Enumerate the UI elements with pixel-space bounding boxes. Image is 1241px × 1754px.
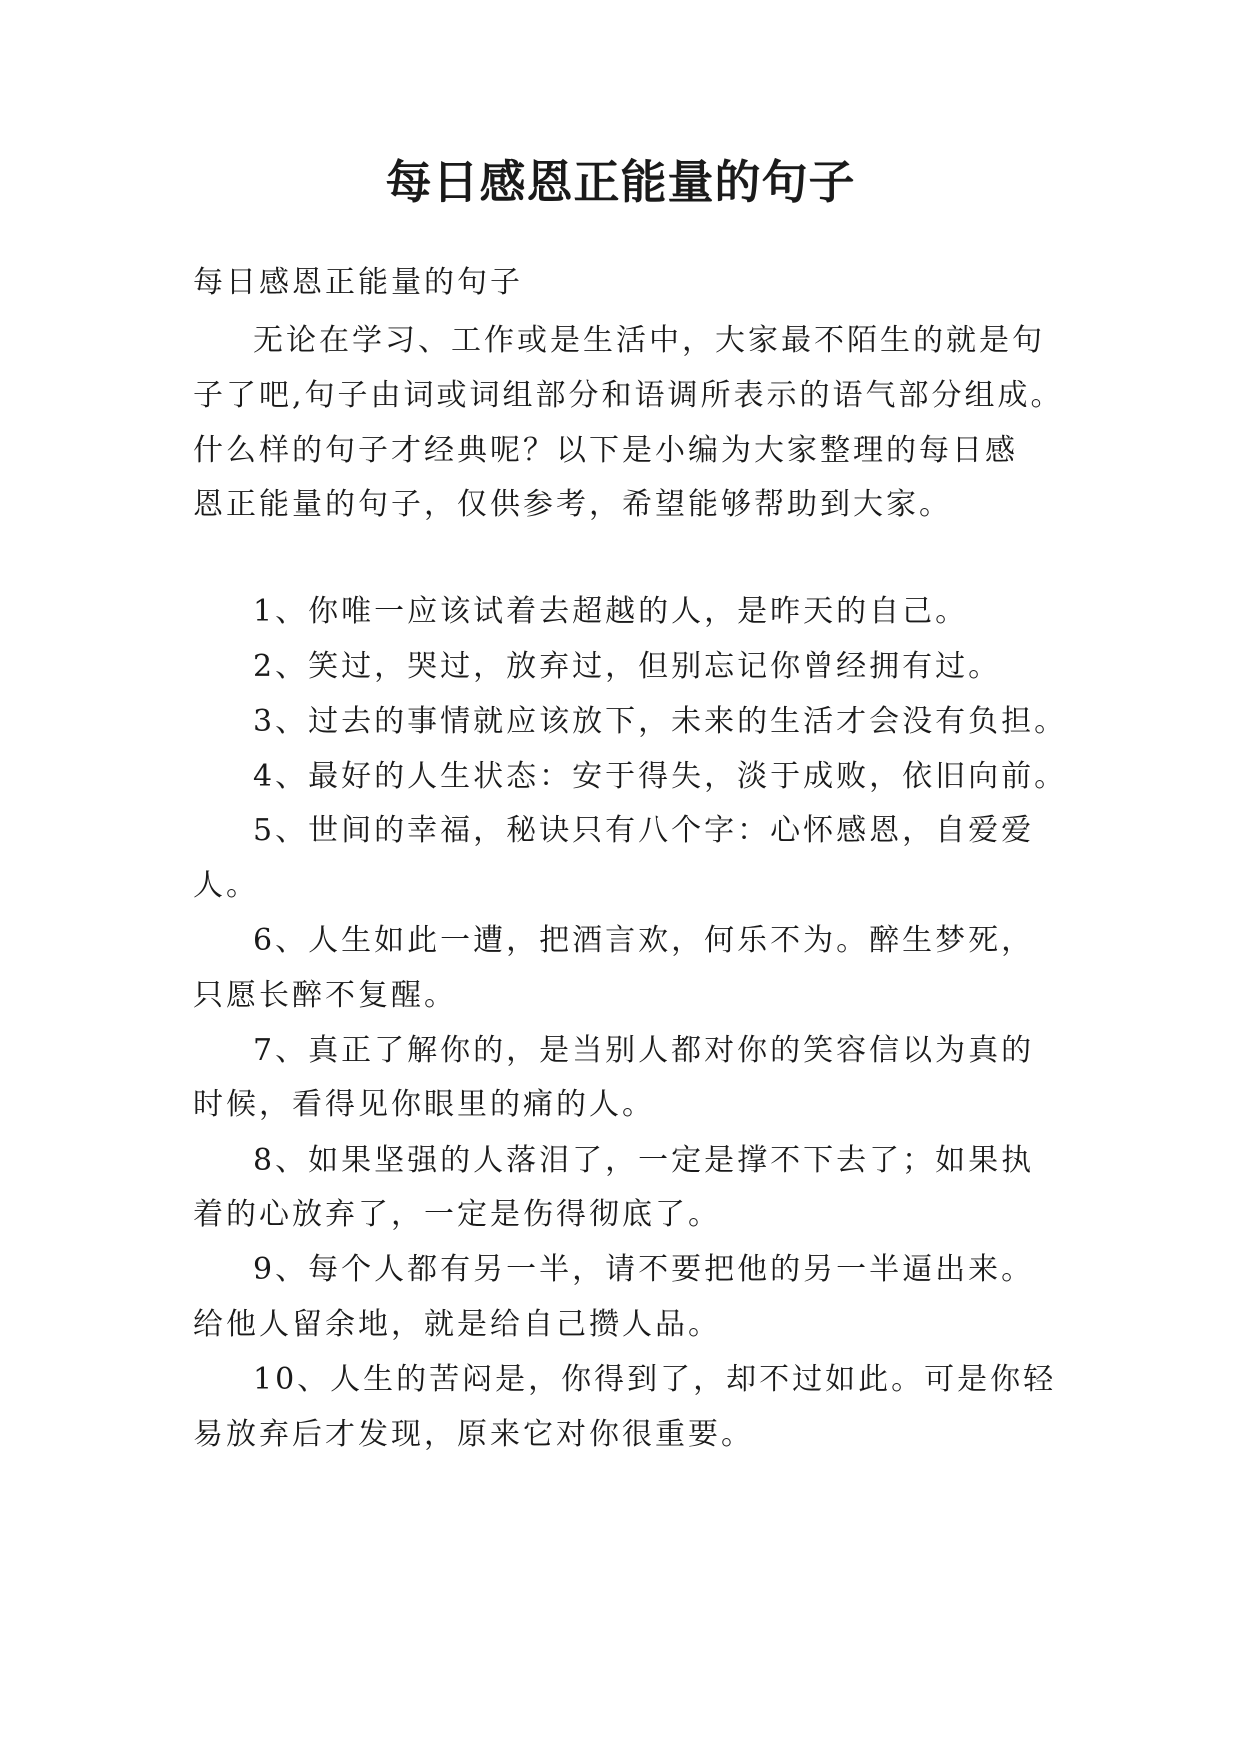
intro-line: 恩正能量的句子，仅供参考，希望能够帮助到大家。 — [193, 487, 952, 522]
quote-item-9-continued: 给他人留余地，就是给自己攒人品。 — [193, 1307, 721, 1342]
intro-line: 子了吧,句子由词或词组部分和语调所表示的语气部分组成。 — [193, 378, 1064, 413]
quote-item-5: 5、世间的幸福，秘诀只有八个字：心怀感恩，自爱爱 — [253, 813, 1035, 848]
quote-item-5-continued: 人。 — [193, 868, 259, 903]
quote-item-7: 7、真正了解你的，是当别人都对你的笑容信以为真的 — [253, 1033, 1035, 1068]
quote-item-10-continued: 易放弃后才发现，原来它对你很重要。 — [193, 1417, 754, 1452]
quote-item-10: 10、人生的苦闷是，你得到了，却不过如此。可是你轻 — [253, 1362, 1057, 1397]
quote-item-3: 3、过去的事情就应该放下，未来的生活才会没有负担。 — [253, 704, 1068, 739]
quote-item-7-continued: 时候，看得见你眼里的痛的人。 — [193, 1087, 655, 1122]
document-title: 每日感恩正能量的句子 — [385, 155, 856, 209]
quote-item-6: 6、人生如此一遭，把酒言欢，何乐不为。醉生梦死， — [253, 923, 1035, 958]
quote-item-8: 8、如果坚强的人落泪了，一定是撑不下去了；如果执 — [253, 1143, 1035, 1178]
quote-item-1: 1、你唯一应该试着去超越的人，是昨天的自己。 — [253, 594, 969, 629]
intro-line: 什么样的句子才经典呢？以下是小编为大家整理的每日感 — [193, 433, 1018, 468]
quote-item-9: 9、每个人都有另一半，请不要把他的另一半逼出来。 — [253, 1252, 1035, 1287]
quote-item-6-continued: 只愿长醉不复醒。 — [193, 978, 457, 1013]
quote-item-4: 4、最好的人生状态：安于得失，淡于成败，依旧向前。 — [253, 759, 1068, 794]
quote-item-8-continued: 着的心放弃了，一定是伤得彻底了。 — [193, 1197, 721, 1232]
intro-line: 无论在学习、工作或是生活中，大家最不陌生的就是句 — [253, 323, 1045, 358]
document-subtitle: 每日感恩正能量的句子 — [193, 265, 523, 300]
quote-item-2: 2、笑过，哭过，放弃过，但别忘记你曾经拥有过。 — [253, 649, 1002, 684]
